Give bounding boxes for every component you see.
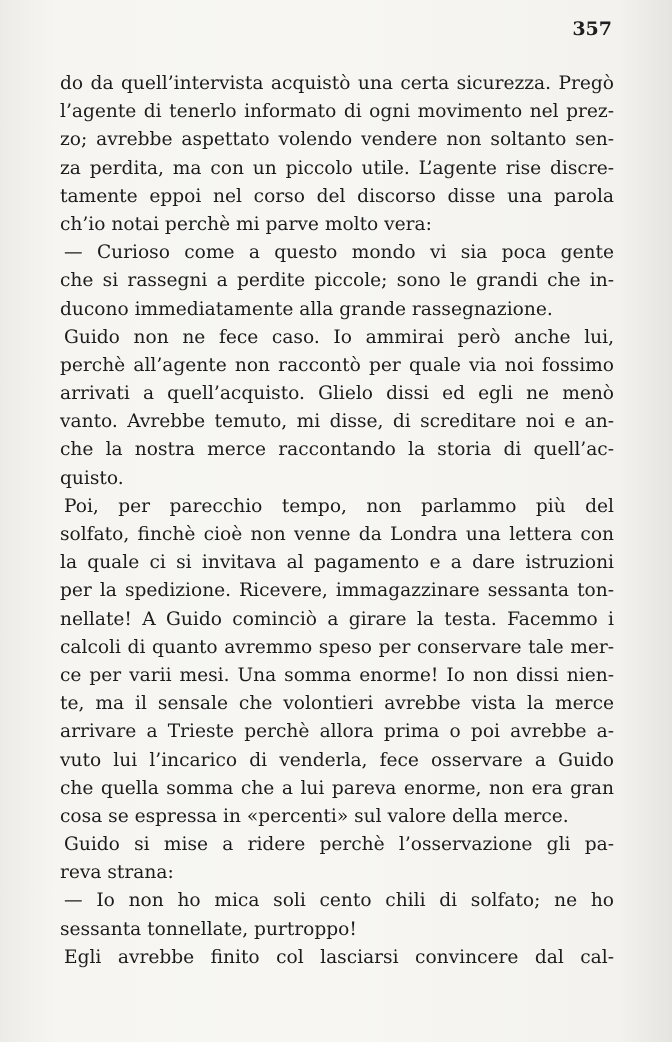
text-line: Guido non ne fece caso. Io ammirai però anche lui, — [64, 326, 614, 348]
text-line: nellate! A Guido cominciò a girare la testa. Facemmo i — [60, 608, 614, 630]
text-line: — Curioso come a questo mondo vi sia poca gente — [64, 242, 614, 264]
text-line: ce per varii mesi. Una somma enorme! Io non dissi nien- — [60, 664, 614, 686]
text-line: arrivare a Trieste perchè allora prima o poi avrebbe a- — [60, 721, 614, 743]
text-line: — Io non ho mica soli cento chili di solfato; ne ho — [64, 890, 614, 912]
text-line: l’agente di tenerlo informato di ogni movimento nel prez- — [60, 101, 614, 123]
text-line: te, ma il sensale che volontieri avrebbe vista la merce — [60, 693, 614, 715]
text-line: perchè all’agente non raccontò per quale via noi fossimo — [60, 354, 614, 376]
text-line: quisto. — [60, 467, 124, 489]
text-line: reva strana: — [60, 862, 174, 884]
text-line: sessanta tonnellate, purtroppo! — [60, 918, 357, 940]
text-line: la quale ci si invitava al pagamento e a dare istruzioni — [60, 552, 614, 574]
text-line: che si rassegni a perdite piccole; sono le grandi che in- — [60, 270, 614, 292]
text-line: do da quell’intervista acquistò una certa sicurezza. Pregò — [60, 73, 614, 94]
page-number: 357 — [572, 18, 612, 40]
text-line: ducono immediatamente alla grande rassegnazione. — [60, 298, 553, 320]
text-line: vuto lui l’incarico di venderla, fece osservare a Guido — [60, 749, 614, 771]
text-line: zo; avrebbe aspettato volendo vendere non soltanto sen- — [60, 129, 614, 151]
text-line: tamente eppoi nel corso del discorso disse una parola — [60, 185, 614, 207]
text-line: za perdita, ma con un piccolo utile. L’agente rise discre- — [60, 157, 614, 179]
text-line: che la nostra merce raccontando la storia di quell’ac- — [60, 439, 614, 461]
text-line: Guido si mise a ridere perchè l’osservazione gli pa- — [64, 834, 614, 856]
text-line: ch’io notai perchè mi parve molto vera: — [60, 213, 432, 235]
text-line: cosa se espressa in «percenti» sul valore della merce. — [60, 805, 569, 827]
text-line: solfato, finchè cioè non venne da Londra una lettera con — [60, 524, 614, 545]
text-line: per la spedizione. Ricevere, immagazzinare sessanta ton- — [60, 580, 614, 602]
body-text — [60, 70, 614, 972]
text-line: Poi, per parecchio tempo, non parlammo più del — [64, 495, 614, 517]
text-line: arrivati a quell’acquisto. Glielo dissi ed egli ne menò — [60, 383, 614, 405]
text-line: calcoli di quanto avremmo speso per conservare tale mer- — [60, 636, 614, 658]
text-line: Egli avrebbe finito col lasciarsi convincere dal cal- — [64, 946, 614, 968]
text-line: che quella somma che a lui pareva enorme, non era gran — [60, 777, 614, 799]
text-line: vanto. Avrebbe temuto, mi disse, di screditare noi e an- — [60, 411, 614, 433]
